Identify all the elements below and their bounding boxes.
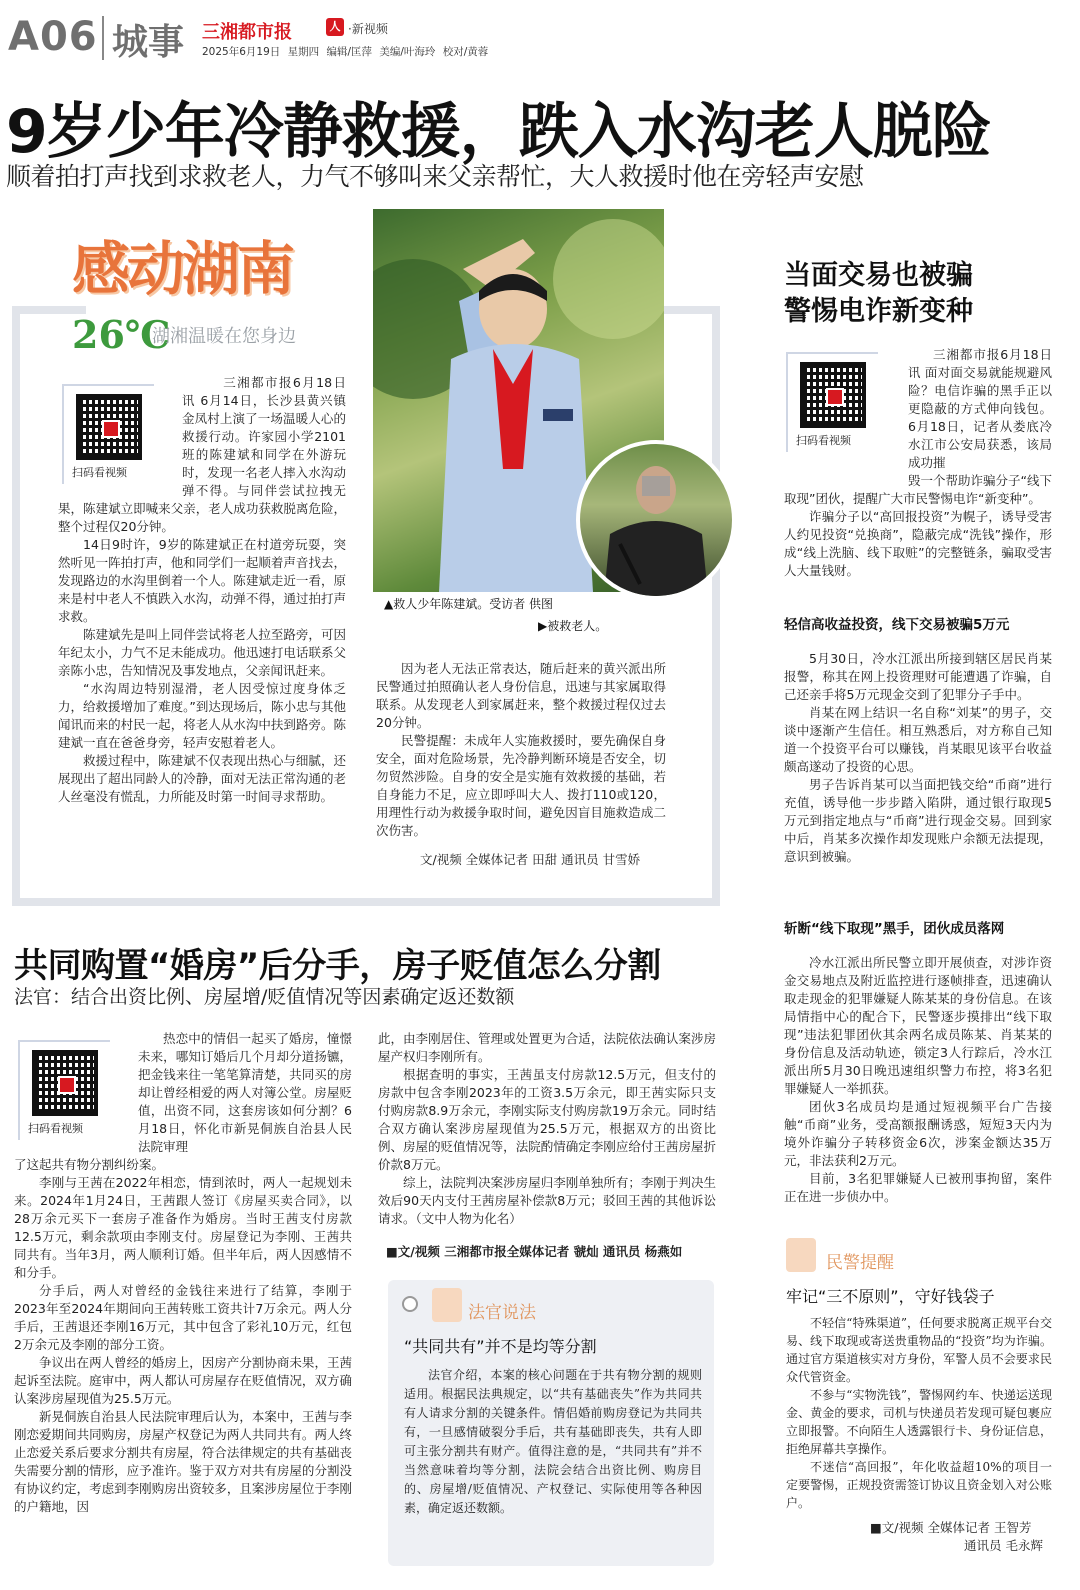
- pin-icon: [402, 1296, 418, 1312]
- lead-column-2: [376, 660, 666, 840]
- column-title: 感动湖南: [72, 235, 293, 303]
- lead-first-para: 三湘都市报6月18日讯 面对面交易就能规避风险？电信诈骗的黑手正以更隐蔽的方式伸向钱包。6月18日，记者从娄底冷水江市公安局获悉，该局成功摧: [908, 347, 1052, 470]
- paragraph: 根据查明的事实，王茜虽支付房款12.5万元，但支付的房款中包含李刚2023年的工资3.5万余元，即王茜实际只支付购房款8.9万余元，李刚实际支付购房款19万余元。同时结合双方确认案涉房屋现值为25.5万元，根据双方的出资比例、房屋的贬值情况等，法院酌情确定李刚应给付王茜房屋折价款8万元。: [378, 1067, 716, 1172]
- frame-edge: [660, 306, 720, 314]
- lead-column-1: [58, 374, 346, 806]
- tips-title: 牢记“三不原则”，守好钱袋子: [786, 1287, 995, 1306]
- bottom-story-column-2: [378, 1030, 716, 1228]
- paragraph: 新晃侗族自治县人民法院审理后认为，本案中，王茜与李刚恋爱期间共同购房，房屋产权登记为两人共同共有。两人终止恋爱关系后要求分割共有房屋，符合法律规定的共有基础丧失需要分割的情形，应予准许。鉴于双方对共有房屋的分割没有协议约定，考虑到李刚购房出资较多，且案涉房屋位于李刚的户籍地，因: [14, 1409, 352, 1514]
- qr-label: 扫码看视频: [72, 466, 127, 479]
- bottom-story-title: 共同购置“婚房”后分手，房子贬值怎么分割: [14, 946, 661, 986]
- lead-subhead: 顺着拍打声找到求救老人，力气不够叫来父亲帮忙，大人救援时他在旁轻声安慰: [6, 162, 864, 191]
- paragraph: 分手后，两人对曾经的金钱往来进行了结算，李刚于2023年至2024年期间向王茜转账工资共计7万余元。两人分手后，王茜退还李刚16万元，其中包含了彩礼10万元，红包2万余元及李刚的部分工资。: [14, 1283, 352, 1352]
- elder-photo: [576, 440, 736, 600]
- right-story-body: [784, 346, 1052, 580]
- column-slogan: 湖湘温暖在您身边: [152, 326, 296, 347]
- paper-name: 三湘都市报: [202, 22, 292, 43]
- section-name: 城事: [112, 22, 185, 63]
- paragraph: 此，由李刚居住、管理或处置更为合适，法院依法确认案涉房屋产权归李刚所有。: [378, 1031, 716, 1064]
- bottom-story-column-1: [14, 1030, 352, 1516]
- lead-headline: 9岁少年冷静救援，跌入水沟老人脱险: [6, 97, 991, 167]
- paragraph: 不迷信“高回报”，年化收益超10%的项目一定要警惕，正规投资需签订协议且资金划入对公账户。: [786, 1460, 1052, 1510]
- video-brand: ·新视频: [348, 22, 388, 36]
- paragraph: 了这起共有物分割纠纷案。: [14, 1157, 165, 1172]
- paragraph: 李刚与王茜在2022年相恋，情到浓时，两人一起规划未来。2024年1月24日，王茜跟人签订《房屋买卖合同》，以28万余元买下一套房子准备作为婚房。当时王茜支付房款12.5万元，剩余款项由李刚支付。房屋登记为李刚、王茜共同共有。当年3月，两人顺利订婚。但半年后，两人因感情不和分手。: [14, 1175, 352, 1280]
- issue-info: 2025年6月19日 星期四 编辑/匡萍 美编/叶海玲 校对/黄蓉: [202, 46, 489, 58]
- subheading: 斩断“线下取现”黑手，团伙成员落网: [784, 921, 1005, 937]
- byline: ■文/视频 三湘都市报全媒体记者 虢灿 通讯员 杨燕如: [386, 1244, 683, 1259]
- header-divider: [102, 16, 104, 60]
- paragraph: “水沟周边特别湿滑，老人因受惊过度身体乏力，给救援增加了难度。”到达现场后，陈小忠与其他闻讯而来的村民一起，将老人从水沟中扶到路旁。陈建斌一直在爸爸身旁，轻声安慰着老人。: [58, 681, 346, 750]
- paragraph: 诈骗分子以“高回报投资”为幌子，诱导受害人约见投资“兑换商”，隐蔽完成“洗钱”操作，形成“线上洗脑、线下取赃”的完整链条，骗取受害人大量钱财。: [784, 509, 1052, 578]
- paragraph: 争议出在两人曾经的婚房上，因房产分割协商未果，王茜起诉至法院。庭审中，两人都认可房屋存在贬值情况，双方确认案涉房屋现值为25.5万元。: [14, 1355, 352, 1406]
- column-temperature: 26℃: [72, 312, 171, 357]
- paragraph: 男子告诉肖某可以当面把钱交给“币商”进行充值，诱导他一步步踏入陷阱，通过银行取现5万元到指定地点与“币商”进行现金交易。回到家中后，肖某多次操作却发现账户余额无法提现，意识到被骗。: [784, 777, 1052, 864]
- paragraph: 14日9时许，9岁的陈建斌正在村道旁玩耍，突然听见一阵拍打声，他和同学们一起顺着声音找去，发现路边的水沟里倒着一个人。陈建斌走近一看，原来是村中老人不慎跌入水沟，动弹不得，通过拍打声求救。: [58, 537, 346, 624]
- paragraph: 不轻信“特殊渠道”，任何要求脱离正规平台交易、线下取现或寄送贵重物品的“投资”均为诈骗。通过官方渠道核实对方身份，军警人员不会要求民众代管资金。: [786, 1316, 1052, 1384]
- title-line: 当面交易也被骗: [784, 260, 973, 291]
- paragraph: 救援过程中，陈建斌不仅表现出热心与细腻，还展现出了超出同龄人的冷静，面对无法正常沟通的老人丝毫没有慌乱，力所能及时第一时间寻求帮助。: [58, 753, 346, 804]
- tips-body: [786, 1314, 1052, 1512]
- right-story-section-1: [784, 650, 1052, 866]
- bottom-story-subtitle: 法官：结合出资比例、房屋增/贬值情况等因素确定返还数额: [14, 986, 515, 1008]
- right-story-title: [784, 258, 973, 330]
- qr-label: 扫码看视频: [796, 434, 851, 447]
- paragraph: 肖某在网上结识一名自称“刘某”的男子，交谈中逐渐产生信任。相互熟悉后，对方称自己知道一个投资平台可以赚钱，肖某眼见该平台收益颇高遂动了投资的心思。: [784, 705, 1052, 774]
- page-number: A06: [8, 14, 98, 60]
- judge-body: 法官介绍，本案的核心问题在于共有物分割的规则适用。根据民法典规定，以“共有基础丧失”作为共同共有人请求分割的关键条件。情侣婚前购房登记为共同共有，一旦感情破裂分手后，共有基础即丧失，共有人即可主张分割共有财产。值得注意的是，“共同共有”并不当然意味着均等分割，法院会结合出资比例、购房目的、房屋增/贬值情况、产权登记、实际使用等各种因素，确定返还数额。: [404, 1368, 702, 1515]
- photo-caption: ▲救人少年陈建斌。受访者 供图: [384, 597, 554, 611]
- lead-first-para: 三湘都市报6月18日讯 6月14日，长沙县黄兴镇金凤村上演了一场温暖人心的救援行动。许家园小学2101班的陈建斌和同学在外游玩时，发现一名老人摔入水沟动弹不得。与同伴尝试拉拽无果，陈建斌立即喊来父亲，老人成功获救脱离危险，整个过程仅20分钟。: [58, 375, 346, 534]
- paragraph: 冷水江派出所民警立即开展侦查，对涉诈资金交易地点及附近监控进行逐帧排查，迅速确认取走现金的犯罪嫌疑人陈某某的身份信息。在该局情指中心的配合下，民警逐步摸排出“线下取现”违法犯罪团伙其余两名成员陈某、肖某某的身份信息及活动轨迹，锁定3人行踪后，冷水江派出所5月30日晚迅速组织警力布控，将3名犯罪嫌疑人一举抓获。: [784, 955, 1052, 1096]
- speech-bubble-icon: [786, 1238, 816, 1272]
- paragraph: 不参与“实物洗钱”，警惕网约车、快递运送现金、黄金的要求，司机与快递员若发现可疑包裹应立即报警。不向陌生人透露银行卡、身份证信息，拒绝屏幕共享操作。: [786, 1388, 1052, 1456]
- paragraph: 综上，法院判决案涉房屋归李刚单独所有；李刚于判决生效后90天内支付王茜房屋补偿款8万元；驳回王茜的其他诉讼请求。（文中人物为化名）: [378, 1175, 716, 1226]
- paragraph: 团伙3名成员均是通过短视频平台广告接触“币商”业务，受高额报酬诱惑，短短3天内为境外诈骗分子转移资金6次，涉案金额达35万元，非法获利2万元。: [784, 1099, 1052, 1168]
- byline: 通讯员 毛永辉: [964, 1538, 1043, 1553]
- title-line: 警惕电诈新变种: [784, 296, 973, 327]
- tips-label: 民警提醒: [826, 1253, 894, 1273]
- lead-first-para: 热恋中的情侣一起买了婚房，憧憬未来，哪知订婚后几个月却分道扬镳，把金钱来往一笔笔算清楚，共同买的房却让曾经相爱的两人对簿公堂。房屋贬值，出资不同，这套房该如何分割？6月18日，怀化市新晃侗族自治县人民法院审理: [138, 1031, 352, 1154]
- paragraph: 民警提醒：未成年人实施救援时，要先确保自身安全，面对危险场景，先冷静判断环境是否安全，切勿贸然涉险。自身的安全是实施有效救援的基础，若自身能力不足，应立即呼叫大人、拨打110或120，用理性行动为救援争取时间，避免因盲目施救造成二次伤害。: [376, 733, 666, 838]
- byline: ■文/视频 全媒体记者 王智芳: [870, 1520, 1032, 1535]
- paragraph: 5月30日，冷水江派出所接到辖区居民肖某报警，称其在网上投资理财可能遭遇了诈骗，自己还亲手将5万元现金交到了犯罪分子手中。: [784, 651, 1052, 702]
- brand-logo-icon: 人: [326, 18, 344, 36]
- paragraph: 毁一个帮助诈骗分子“线下取现”团伙，提醒广大市民警惕电诈“新变种”。: [784, 473, 1052, 506]
- right-story-section-2: [784, 954, 1052, 1206]
- paragraph: 因为老人无法正常表达，随后赶来的黄兴派出所民警通过拍照确认老人身份信息，迅速与其家属取得联系。从发现老人到家属赶来，整个救援过程仅过去20分钟。: [376, 661, 666, 730]
- qr-label: 扫码看视频: [28, 1122, 83, 1135]
- judge-label: 法官说法: [468, 1303, 536, 1323]
- paragraph: 陈建斌先是叫上同伴尝试将老人拉至路旁，可因年纪太小，力气不足未能成功。他迅速打电话联系父亲陈小忠，告知情况及事发地点，父亲闻讯赶来。: [58, 627, 346, 678]
- paragraph: 目前，3名犯罪嫌疑人已被刑事拘留，案件正在进一步侦办中。: [784, 1171, 1052, 1204]
- judge-title: “共同共有”并不是均等分割: [404, 1337, 597, 1356]
- byline: 文/视频 全媒体记者 田甜 通讯员 甘雪娇: [420, 852, 641, 867]
- photo-caption: ▶被救老人。: [538, 619, 608, 633]
- subheading: 轻信高收益投资，线下交易被骗5万元: [784, 617, 1010, 633]
- speech-bubble-icon: [432, 1288, 462, 1322]
